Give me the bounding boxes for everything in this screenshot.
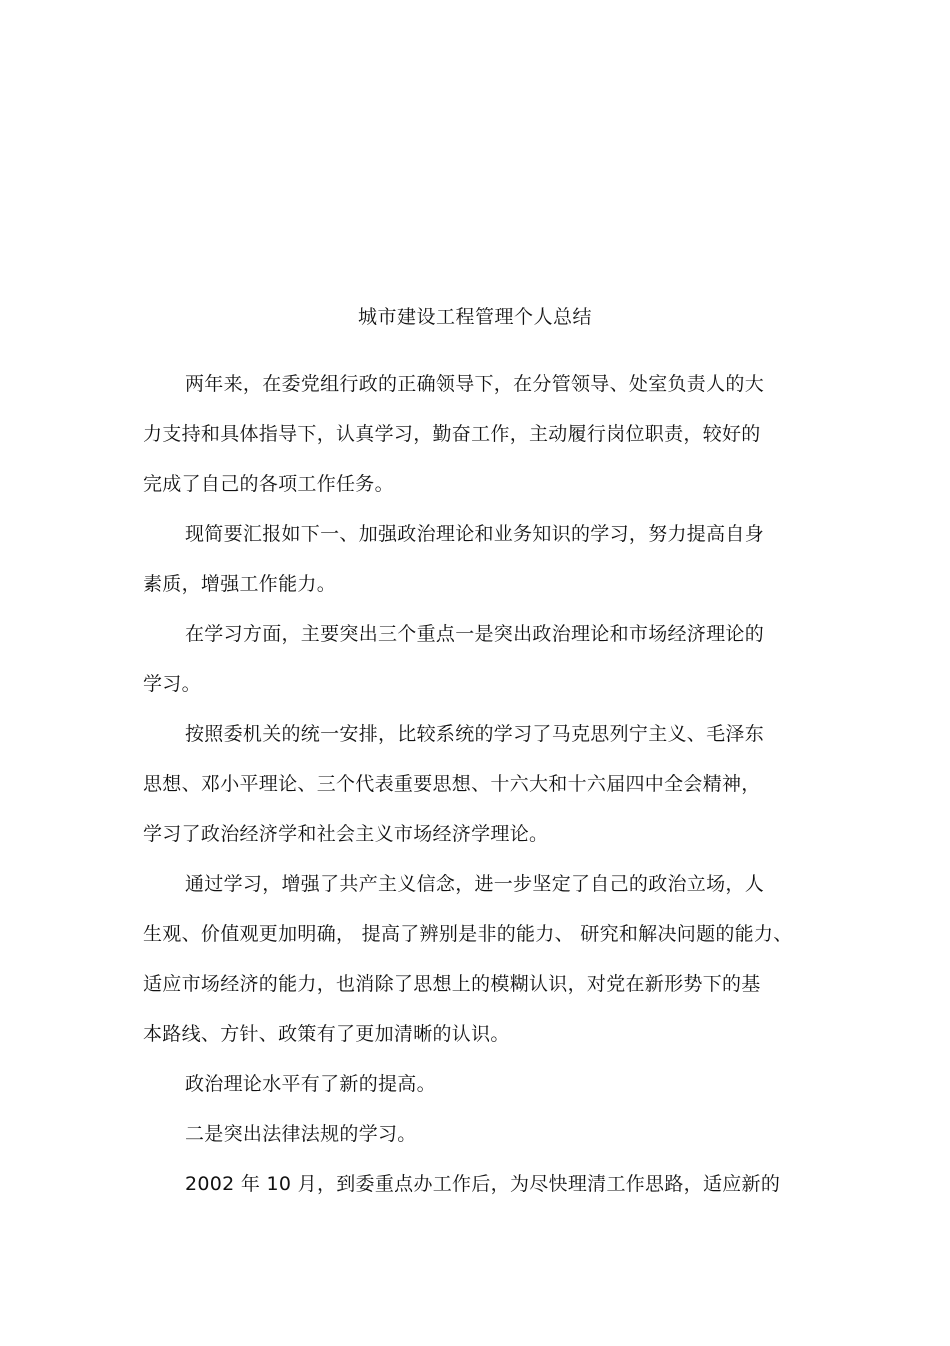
document-title: 城市建设工程管理个人总结 [357, 306, 592, 328]
paragraph-line: 2002 年 10 月，到委重点办工作后，为尽快理清工作思路，适应新的 [185, 1173, 781, 1195]
paragraph-line: 二是突出法律法规的学习。 [185, 1123, 417, 1145]
paragraph-line: 学习了政治经济学和社会主义市场经济学理论。 [143, 823, 549, 845]
paragraph-line: 在学习方面，主要突出三个重点一是突出政治理论和市场经济理论的 [185, 623, 765, 645]
paragraph-line: 学习。 [143, 673, 201, 695]
paragraph-line: 适应市场经济的能力，也消除了思想上的模糊认识，对党在新形势下的基 [143, 973, 761, 995]
paragraph-line: 两年来，在委党组行政的正确领导下，在分管领导、处室负责人的大 [185, 373, 765, 395]
paragraph-line: 按照委机关的统一安排，比较系统的学习了马克思列宁主义、毛泽东 [185, 723, 765, 745]
paragraph-line: 生观、价值观更加明确， 提高了辨别是非的能力、 研究和解决问题的能力、 [143, 923, 793, 945]
paragraph-line: 本路线、方针、政策有了更加清晰的认识。 [143, 1023, 510, 1045]
paragraph-line: 政治理论水平有了新的提高。 [185, 1073, 436, 1095]
paragraph-line: 通过学习，增强了共产主义信念，进一步坚定了自己的政治立场，人 [185, 873, 765, 895]
paragraph-line: 力支持和具体指导下，认真学习，勤奋工作，主动履行岗位职责，较好的 [143, 423, 761, 445]
paragraph-line: 素质，增强工作能力。 [143, 573, 337, 595]
paragraph-line: 现简要汇报如下一、加强政治理论和业务知识的学习，努力提高自身 [185, 523, 765, 545]
paragraph-line: 完成了自己的各项工作任务。 [143, 473, 394, 495]
paragraph-line: 思想、邓小平理论、三个代表重要思想、十六大和十六届四中全会精神， [143, 773, 761, 795]
